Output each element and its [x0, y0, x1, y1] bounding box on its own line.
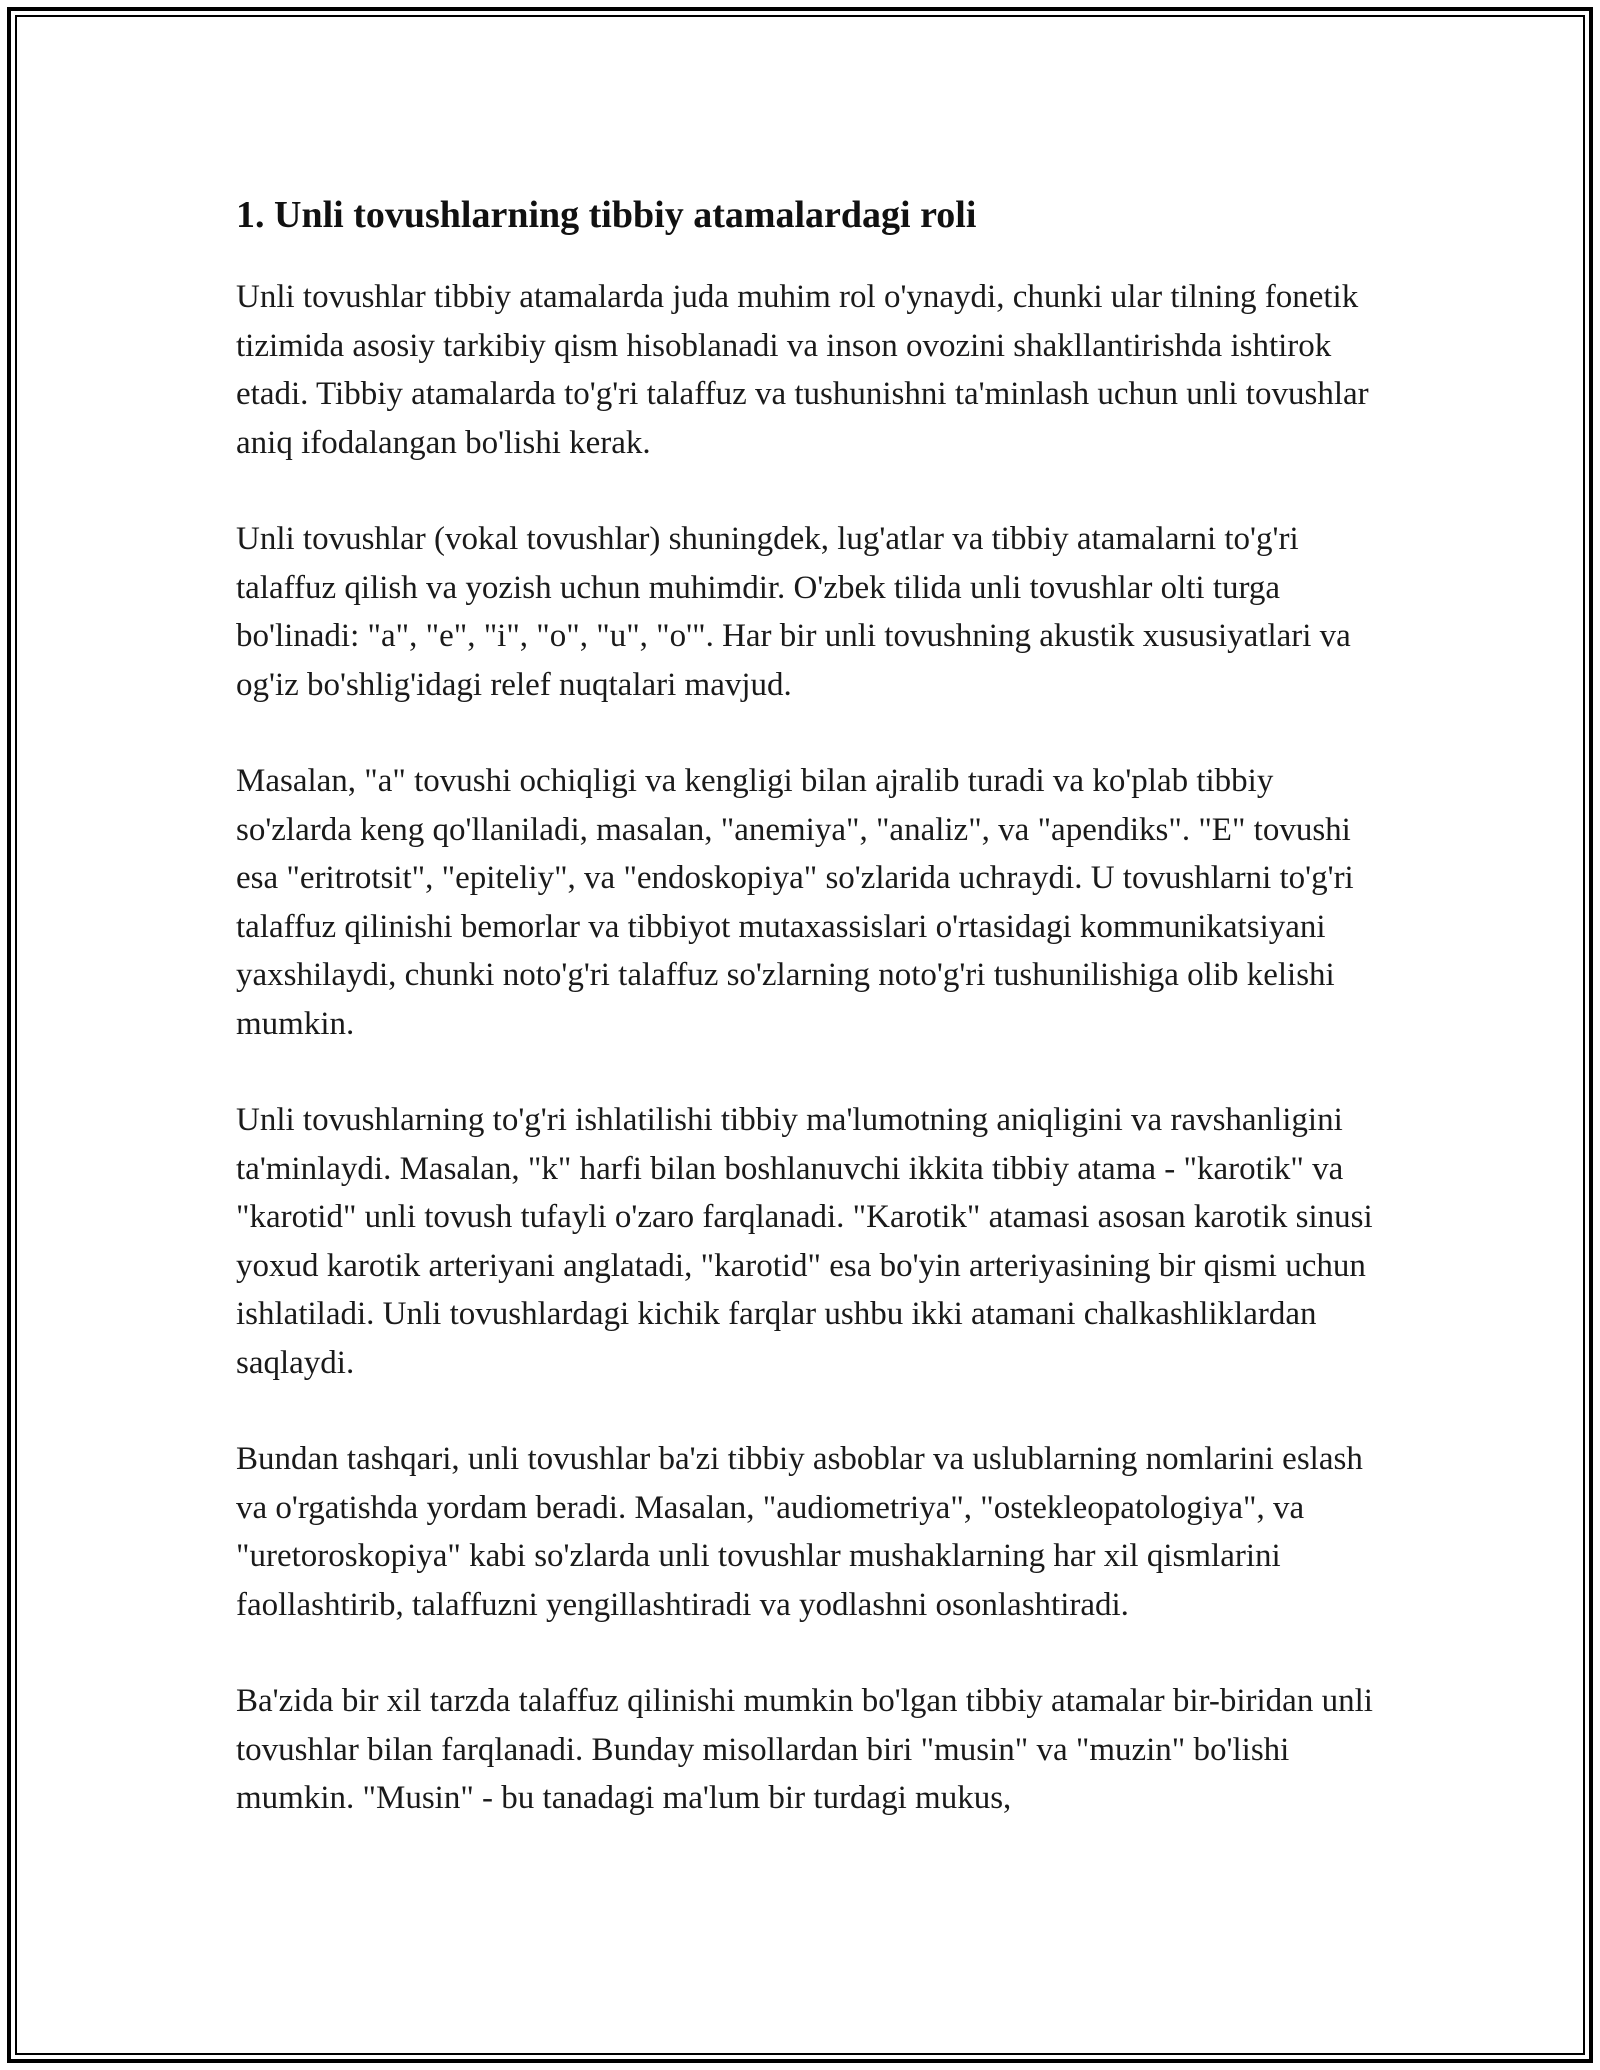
- paragraph-3: Masalan, "a" tovushi ochiqligi va kengligi bilan ajralib turadi va ko'plab tibbiy so'zlarda keng qo'llaniladi, masalan, "anemiya", "analiz", va "apendiks". "E" tovushi esa "eritrotsit", "epiteliy", va "endoskopiya" so'zlarida uchraydi. U tovushlarni to'g'ri talaffuz qilinishi bemorlar va tibbiyot mutaxassislari o'rtasidagi kommunikatsiyani yaxshilaydi, chunki noto'g'ri talaffuz so'zlarning noto'g'ri tushunilishiga olib kelishi mumkin.: [236, 763, 1354, 1042]
- paragraph-5: Bundan tashqari, unli tovushlar ba'zi tibbiy asboblar va uslublarning nomlarini eslash va o'rgatishda yordam beradi. Masalan, "audiometriya", "ostekleopatologiya", va "uretoroskopiya" kabi so'zlarda unli tovushlar mushaklarning har xil qismlarini faollashtirib, talaffuzni yengillashtiradi va yodlashni osonlashtiradi.: [236, 1441, 1363, 1623]
- paragraph-6: Ba'zida bir xil tarzda talaffuz qilinishi mumkin bo'lgan tibbiy atamalar bir-biridan unli tovushlar bilan farqlanadi. Bunday misollardan biri "musin" va "muzin" bo'lishi mumkin. "Musin" - bu tanadagi ma'lum bir turdagi mukus,: [236, 1683, 1373, 1816]
- paragraph-1: Unli tovushlar tibbiy atamalarda juda muhim rol o'ynaydi, chunki ular tilning fonetik tizimida asosiy tarkibiy qism hisoblanadi va inson ovozini shakllantirishda ishtirok etadi. Tibbiy atamalarda to'g'ri talaffuz va tushunishni ta'minlash uchun unli tovushlar aniq ifodalangan bo'lishi kerak.: [236, 279, 1369, 461]
- paragraph-2: Unli tovushlar (vokal tovushlar) shuningdek, lug'atlar va tibbiy atamalarni to'g'ri talaffuz qilish va yozish uchun muhimdir. O'zbek tilida unli tovushlar olti turga bo'linadi: "a", "e", "i", "o", "u", "o'". Har bir unli tovushning akustik xususiyatlari va og'iz bo'shlig'idagi relef nuqtalari mavjud.: [236, 521, 1351, 703]
- document-body: [236, 185, 1386, 1871]
- section-heading: 1. Unli tovushlarning tibbiy atamalardagi roli: [236, 194, 977, 236]
- paragraph-4: Unli tovushlarning to'g'ri ishlatilishi tibbiy ma'lumotning aniqligini va ravshanligini ta'minlaydi. Masalan, "k" harfi bilan boshlanuvchi ikkita tibbiy atama - "karotik" va "karotid" unli tovush tufayli o'zaro farqlanadi. "Karotik" atamasi asosan karotik sinusi yoxud karotik arteriyani anglatadi, "karotid" esa bo'yin arteriyasining bir qismi uchun ishlatiladi. Unli tovushlardagi kichik farqlar ushbu ikki atamani chalkashliklardan saqlaydi.: [236, 1102, 1373, 1381]
